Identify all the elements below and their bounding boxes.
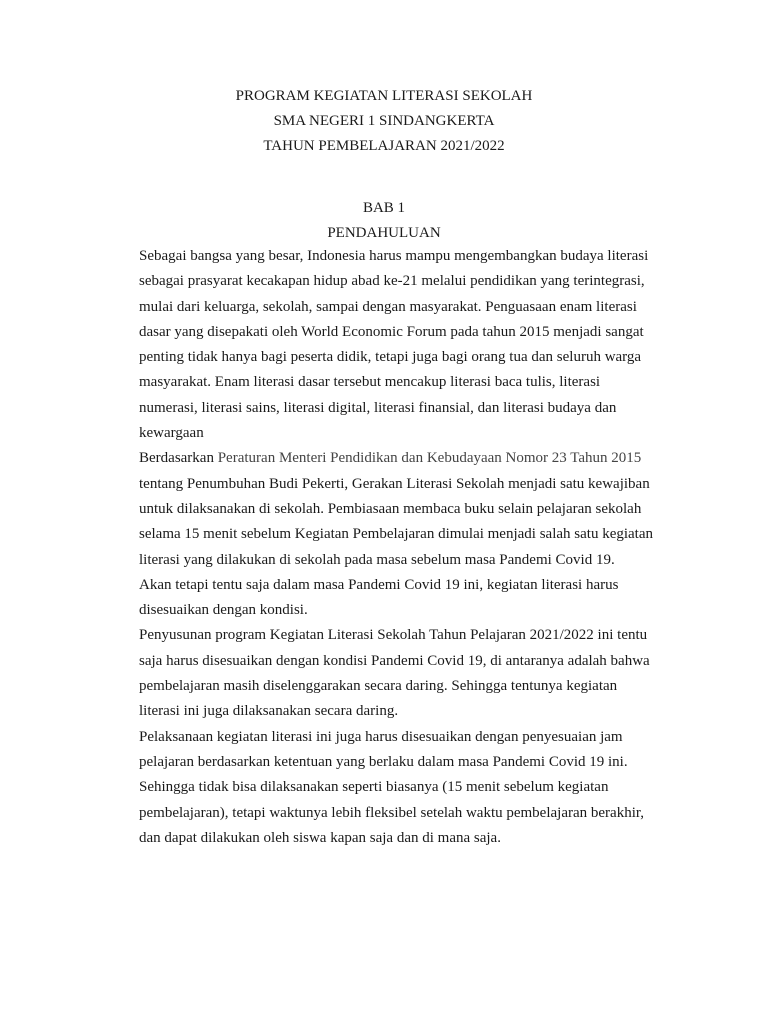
title-line-year: TAHUN PEMBELAJARAN 2021/2022 bbox=[263, 138, 505, 154]
body-line: untuk dilaksanakan di sekolah. Pembiasaan membaca buku selain pelajaran sekolah bbox=[139, 500, 642, 517]
body-line: Pelaksanaan kegiatan literasi ini juga harus disesuaikan dengan penyesuaian jam bbox=[139, 728, 623, 745]
chapter-number: BAB 1 bbox=[362, 200, 406, 216]
body-line: penting tidak hanya bagi peserta didik, tetapi juga bagi orang tua dan seluruh warga bbox=[139, 349, 642, 366]
body-line: pembelajaran masih diselenggarakan secara daring. Sehingga tentunya kegiatan bbox=[139, 678, 618, 695]
body-line: numerasi, literasi sains, literasi digital, literasi finansial, dan literasi budaya dan bbox=[139, 399, 617, 416]
body-line: selama 15 menit sebelum Kegiatan Pembelajaran dimulai menjadi salah satu kegiatan bbox=[139, 526, 653, 543]
regulation-reference: Peraturan Menteri Pendidikan dan Kebudayaan Nomor 23 Tahun 2015 bbox=[217, 450, 642, 467]
body-line: saja harus disesuaikan dengan kondisi Pandemi Covid 19, di antaranya adalah bahwa bbox=[139, 652, 650, 669]
body-text bbox=[139, 244, 679, 851]
body-line: dan dapat dilakukan oleh siswa kapan saja dan di mana saja. bbox=[139, 829, 501, 846]
body-line: Akan tetapi tentu saja dalam masa Pandemi Covid 19 ini, kegiatan literasi harus bbox=[139, 576, 619, 593]
title-line-school: SMA NEGERI 1 SINDANGKERTA bbox=[273, 113, 495, 129]
chapter-heading bbox=[0, 196, 768, 246]
body-line: dasar yang disepakati oleh World Economic Forum pada tahun 2015 menjadi sangat bbox=[139, 323, 644, 340]
body-line: pelajaran berdasarkan ketentuan yang berlaku dalam masa Pandemi Covid 19 ini. bbox=[139, 753, 628, 770]
body-line: literasi yang dilakukan di sekolah pada masa sebelum masa Pandemi Covid 19. bbox=[139, 551, 615, 568]
title-line-program: PROGRAM KEGIATAN LITERASI SEKOLAH bbox=[235, 88, 533, 104]
body-line: Penyusunan program Kegiatan Literasi Sekolah Tahun Pelajaran 2021/2022 ini tentu bbox=[139, 627, 648, 644]
chapter-title: PENDAHULUAN bbox=[327, 225, 441, 241]
body-line: Sebagai bangsa yang besar, Indonesia harus mampu mengembangkan budaya literasi bbox=[139, 248, 649, 264]
body-line: sebagai prasyarat kecakapan hidup abad ke-21 melalui pendidikan yang terintegrasi, bbox=[139, 273, 645, 290]
body-line: literasi ini juga dilaksanakan secara daring. bbox=[139, 703, 399, 720]
body-line-lead: Berdasarkan bbox=[139, 450, 214, 467]
body-line: masyarakat. Enam literasi dasar tersebut mencakup literasi baca tulis, literasi bbox=[139, 374, 601, 391]
body-line: kewargaan bbox=[139, 425, 204, 442]
body-line: tentang Penumbuhan Budi Pekerti, Gerakan Literasi Sekolah menjadi satu kewajiban bbox=[139, 475, 650, 492]
body-line: pembelajaran), tetapi waktunya lebih fleksibel setelah waktu pembelajaran berakhir, bbox=[139, 804, 645, 821]
document-header bbox=[0, 84, 768, 159]
body-line: mulai dari keluarga, sekolah, sampai dengan masyarakat. Penguasaan enam literasi bbox=[139, 298, 637, 315]
body-line: Sehingga tidak bisa dilaksanakan seperti biasanya (15 menit sebelum kegiatan bbox=[139, 779, 609, 796]
body-line-with-reference bbox=[139, 446, 679, 471]
body-line: disesuaikan dengan kondisi. bbox=[139, 602, 308, 619]
